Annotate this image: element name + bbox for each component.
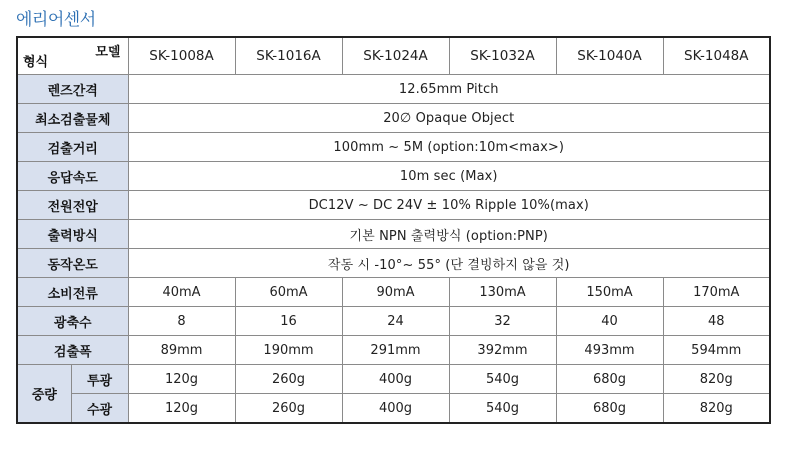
page-title: 에리어센서 [16,10,96,30]
supply-voltage-value: DC12V ~ DC 24V ± 10% Ripple 10%(max) [128,191,770,220]
table-row [17,133,770,162]
model-header-label: 모델 [95,45,121,60]
table-cell: 120g [128,394,235,424]
type-header-label: 형식 [23,55,49,70]
row-label-detect-width: 검출폭 [17,336,128,365]
operating-temp-value: 작동 시 -10°~ 55° (단 결빙하지 않을 것) [128,249,770,278]
table-cell: 90mA [342,278,449,307]
row-label-receiver: 수광 [71,394,128,424]
row-label-weight: 중량 [17,365,71,424]
table-cell: 400g [342,365,449,394]
table-cell: 493mm [556,336,663,365]
row-label-detect-distance: 검출거리 [17,133,128,162]
table-row [17,191,770,220]
table-row [17,249,770,278]
table-row [17,307,770,336]
table-cell: 170mA [663,278,770,307]
table-cell: 24 [342,307,449,336]
table-row [17,220,770,249]
table-cell: 8 [128,307,235,336]
row-label-lens-pitch: 렌즈간격 [17,75,128,104]
table-cell: 60mA [235,278,342,307]
table-cell: 120g [128,365,235,394]
row-label-output-type: 출력방식 [17,220,128,249]
detect-distance-value: 100mm ~ 5M (option:10m<max>) [128,133,770,162]
row-label-operating-temp: 동작온도 [17,249,128,278]
table-cell: 190mm [235,336,342,365]
table-cell: 540g [449,365,556,394]
table-cell: 40mA [128,278,235,307]
table-cell: 32 [449,307,556,336]
table-row [17,365,770,394]
table-row [17,162,770,191]
model-header-sk-1032a: SK-1032A [449,37,556,75]
table-cell: 820g [663,365,770,394]
row-label-current: 소비전류 [17,278,128,307]
model-header-sk-1008a: SK-1008A [128,37,235,75]
table-cell: 540g [449,394,556,424]
spec-table [16,36,771,424]
min-object-value: 20∅ Opaque Object [128,104,770,133]
table-row [17,394,770,424]
model-header-sk-1040a: SK-1040A [556,37,663,75]
table-cell: 130mA [449,278,556,307]
table-cell: 392mm [449,336,556,365]
header-row [17,37,770,75]
table-row [17,278,770,307]
table-row [17,75,770,104]
table-cell: 680g [556,365,663,394]
table-cell: 260g [235,365,342,394]
row-label-response-speed: 응답속도 [17,162,128,191]
model-header-sk-1024a: SK-1024A [342,37,449,75]
model-header-sk-1016a: SK-1016A [235,37,342,75]
table-cell: 48 [663,307,770,336]
table-cell: 680g [556,394,663,424]
model-header-sk-1048a: SK-1048A [663,37,770,75]
type-model-header-cell [17,37,128,75]
table-cell: 820g [663,394,770,424]
table-cell: 40 [556,307,663,336]
row-label-supply-voltage: 전원전압 [17,191,128,220]
table-cell: 150mA [556,278,663,307]
table-cell: 291mm [342,336,449,365]
table-cell: 594mm [663,336,770,365]
output-type-value: 기본 NPN 출력방식 (option:PNP) [128,220,770,249]
row-label-beam-count: 광축수 [17,307,128,336]
response-speed-value: 10m sec (Max) [128,162,770,191]
table-cell: 400g [342,394,449,424]
lens-pitch-value: 12.65mm Pitch [128,75,770,104]
table-cell: 16 [235,307,342,336]
table-cell: 260g [235,394,342,424]
table-row [17,104,770,133]
row-label-min-object: 최소검출물체 [17,104,128,133]
row-label-emitter: 투광 [71,365,128,394]
table-cell: 89mm [128,336,235,365]
table-row [17,336,770,365]
